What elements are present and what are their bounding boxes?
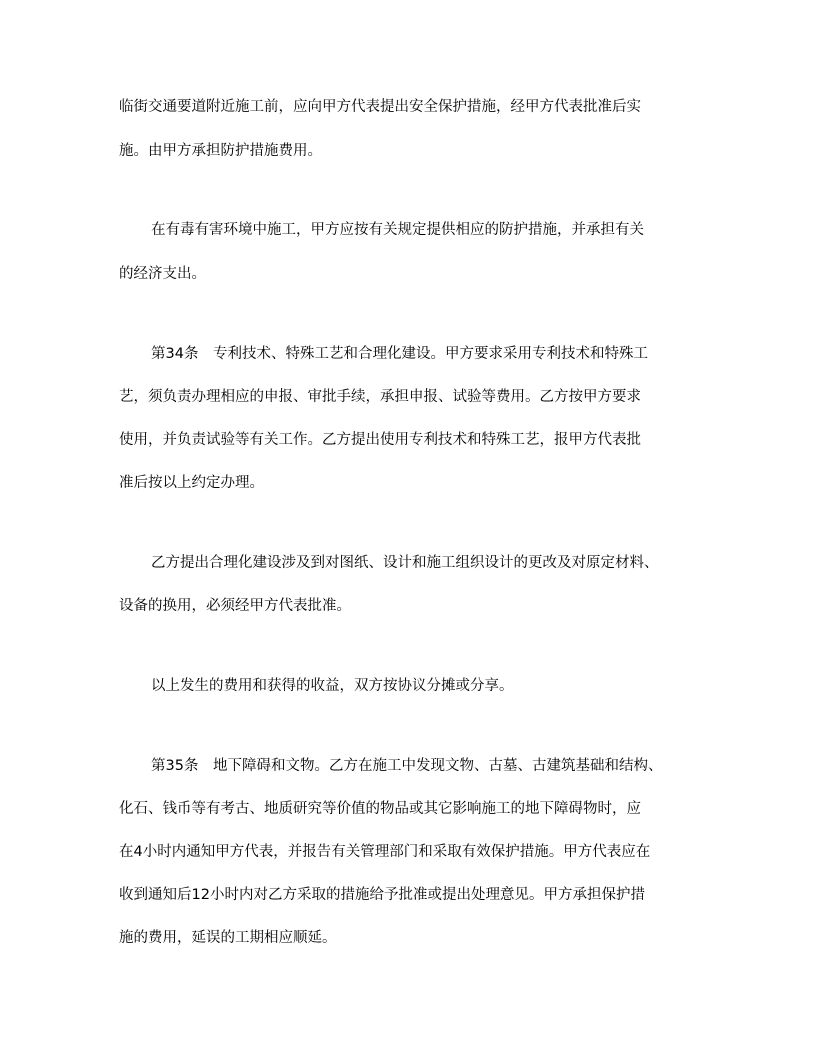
paragraph-2-line-2: 的经济支出。	[119, 266, 206, 282]
article-34-line-3: 使用，并负责试验等有关工作。乙方提出使用专利技术和特殊工艺，报甲方代表批	[119, 432, 641, 448]
article-34-line-4: 准后按以上约定办理。	[119, 475, 264, 491]
article-35-line-3: 在4小时内通知甲方代表，并报告有关管理部门和采取有效保护措施。甲方代表应在	[119, 844, 651, 860]
article-34-line-1: 第34条 专利技术、特殊工艺和合理化建设。甲方要求采用专利技术和特殊工	[151, 346, 648, 362]
paragraph-4-line-1: 乙方提出合理化建设涉及到对图纸、设计和施工组织设计的更改及对原定材料、	[151, 555, 659, 571]
paragraph-5-line-1: 以上发生的费用和获得的收益，双方按协议分摊或分享。	[151, 678, 514, 694]
article-35-line-1: 第35条 地下障碍和文物。乙方在施工中发现文物、古墓、古建筑基础和结构、	[151, 758, 663, 774]
paragraph-1-line-2: 施。由甲方承担防护措施费用。	[119, 143, 322, 159]
article-35-line-2: 化石、钱币等有考古、地质研究等价值的物品或其它影响施工的地下障碍物时，应	[119, 801, 641, 817]
paragraph-4-line-2: 设备的换用，必须经甲方代表批准。	[119, 598, 351, 614]
article-35-line-5: 施的费用，延误的工期相应顺延。	[119, 930, 337, 946]
paragraph-2-line-1: 在有毒有害环境中施工，甲方应按有关规定提供相应的防护措施，并承担有关	[151, 222, 644, 238]
paragraph-1-line-1: 临街交通要道附近施工前，应向甲方代表提出安全保护措施，经甲方代表批准后实	[119, 99, 641, 115]
article-34-line-2: 艺，须负责办理相应的申报、审批手续，承担申报、试验等费用。乙方按甲方要求	[119, 389, 641, 405]
article-35-line-4: 收到通知后12小时内对乙方采取的措施给予批准或提出处理意见。甲方承担保护措	[119, 887, 645, 903]
